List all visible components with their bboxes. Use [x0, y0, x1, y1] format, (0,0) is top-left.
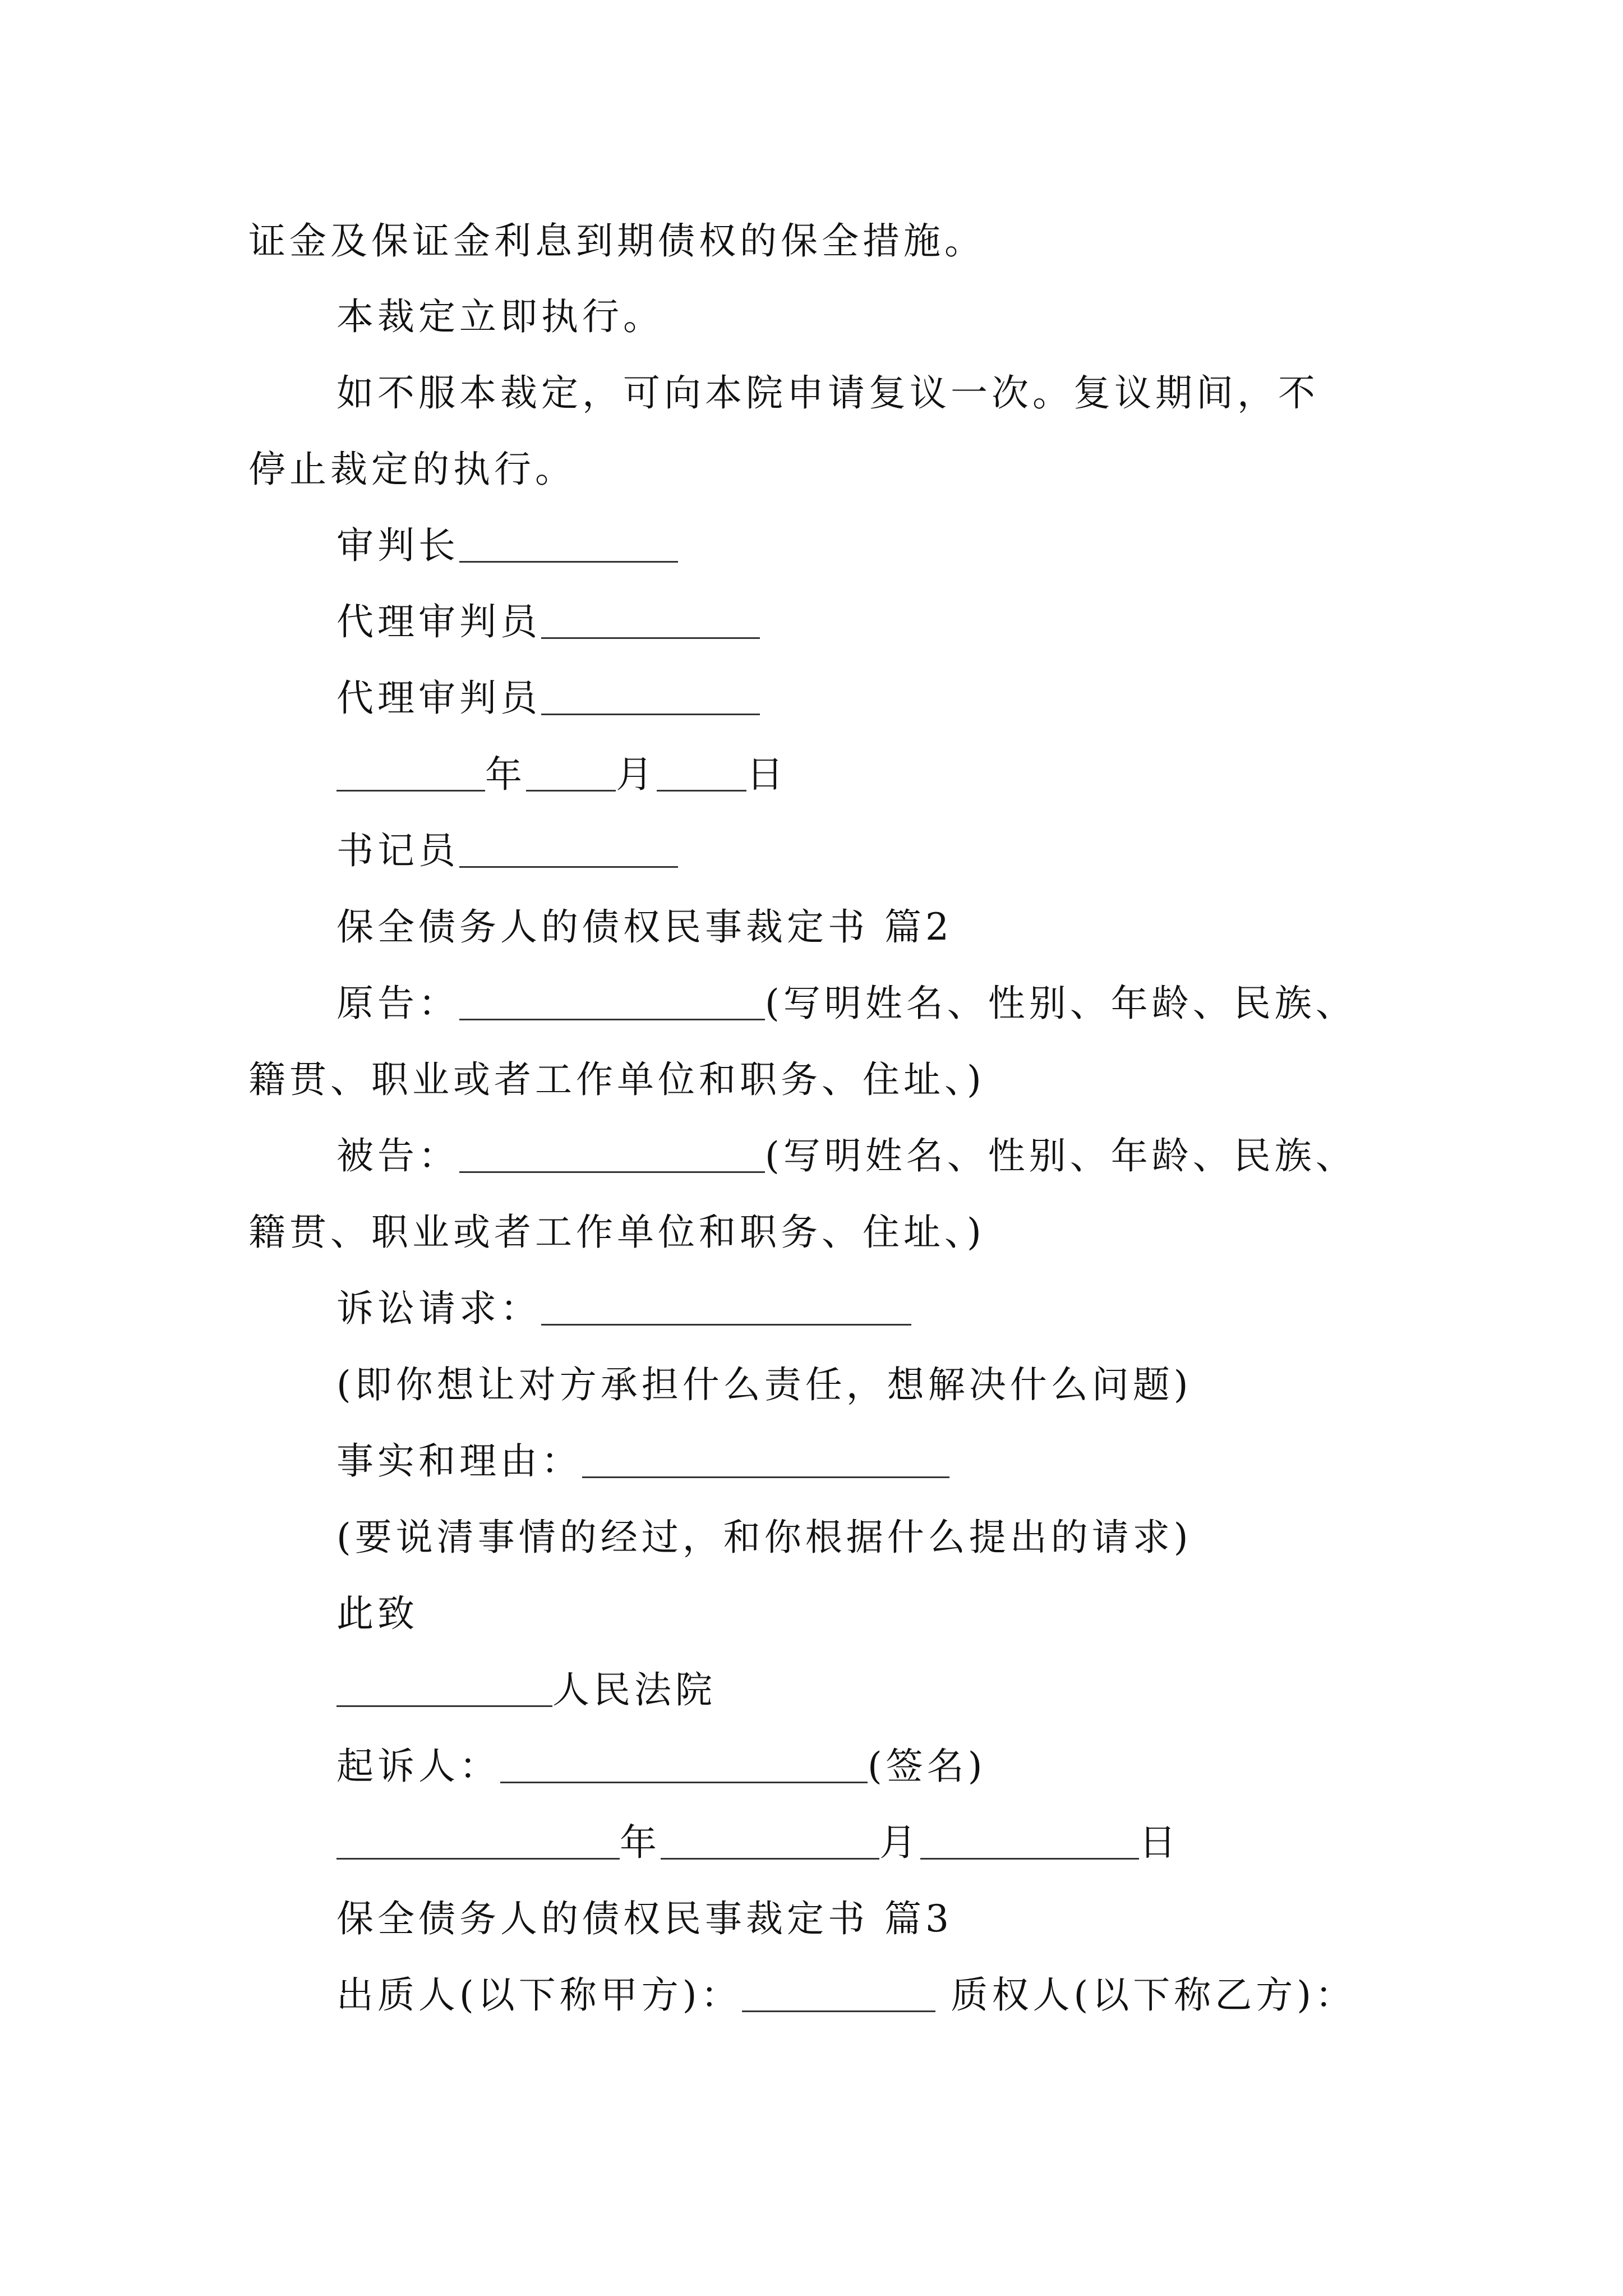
paragraph-line	[336, 1512, 1192, 1563]
blank-field	[742, 1975, 935, 2012]
text: 保全债务人的债权民事裁定书 篇2	[336, 905, 953, 949]
text: 籍贯、职业或者工作单位和职务、住址、)	[248, 1211, 985, 1254]
blank-field	[459, 983, 765, 1020]
month-label: 月	[616, 753, 657, 796]
text: (签名)	[868, 1745, 986, 1788]
text: 如不服本裁定，可向本院申请复议一次。复议期间，不	[336, 371, 1319, 415]
label: 出质人(以下称甲方)：	[336, 1973, 742, 2017]
blank-field	[541, 602, 760, 639]
paragraph-line	[248, 216, 985, 266]
section-heading	[336, 1894, 953, 1944]
court-line	[336, 1665, 716, 1715]
blank-field	[657, 754, 746, 792]
label: 代理审判员	[336, 677, 541, 720]
blank-field	[336, 1670, 552, 1707]
facts-line	[336, 1436, 949, 1487]
pledgor-line	[336, 1970, 1356, 2021]
blank-field	[500, 1746, 868, 1783]
signature-line-acting-judge-2	[336, 673, 760, 724]
text: (即你想让对方承担什么责任，想解决什么问题)	[336, 1363, 1192, 1406]
paragraph-line	[336, 368, 1319, 418]
paragraph-line	[336, 1360, 1192, 1410]
defendant-line	[336, 1131, 1357, 1181]
text: 人民法院	[552, 1668, 716, 1711]
blank-field	[582, 1441, 949, 1478]
text: (要说清事情的经过，和你根据什么提出的请求)	[336, 1516, 1192, 1559]
signature-line-chief-judge	[336, 521, 678, 571]
signature-line-acting-judge-1	[336, 597, 760, 647]
year-label: 年	[620, 1821, 661, 1864]
plaintiff-line	[336, 978, 1357, 1029]
paragraph-line	[336, 1589, 418, 1639]
month-label: 月	[879, 1821, 920, 1864]
claims-line	[336, 1283, 911, 1334]
blank-field	[541, 678, 760, 715]
label: 诉讼请求：	[336, 1287, 541, 1330]
blank-field	[661, 1823, 879, 1860]
text: (写明姓名、性别、年龄、民族、	[765, 1134, 1357, 1177]
blank-field	[459, 1136, 765, 1173]
paragraph-line	[248, 1207, 985, 1258]
text: 本裁定立即执行。	[336, 295, 664, 338]
text: 停止裁定的执行。	[248, 448, 576, 491]
date-line	[336, 1818, 1180, 1868]
label: 事实和理由：	[336, 1439, 582, 1483]
label: 质权人(以下称乙方)：	[935, 1973, 1356, 2017]
blank-field	[336, 754, 485, 792]
date-line	[336, 749, 787, 800]
text: 籍贯、职业或者工作单位和职务、住址、)	[248, 1058, 985, 1101]
text: (写明姓名、性别、年龄、民族、	[765, 982, 1357, 1025]
year-label: 年	[485, 753, 526, 796]
label: 书记员	[336, 829, 459, 872]
signature-line-clerk	[336, 826, 678, 876]
blank-field	[459, 831, 678, 868]
blank-field	[920, 1823, 1139, 1860]
label: 代理审判员	[336, 600, 541, 643]
label: 审判长	[336, 524, 459, 567]
day-label: 日	[746, 753, 787, 796]
text: 保全债务人的债权民事裁定书 篇3	[336, 1897, 953, 1940]
paragraph-line	[336, 292, 664, 342]
paragraph-line	[248, 444, 576, 495]
label: 起诉人：	[336, 1745, 500, 1788]
label: 原告：	[336, 982, 459, 1025]
blank-field	[336, 1823, 620, 1860]
blank-field	[541, 1289, 911, 1326]
text: 证金及保证金利息到期债权的保全措施。	[248, 219, 985, 263]
blank-field	[459, 526, 678, 563]
day-label: 日	[1139, 1821, 1180, 1864]
label: 被告：	[336, 1134, 459, 1177]
section-heading	[336, 902, 953, 953]
blank-field	[526, 754, 616, 792]
paragraph-line	[248, 1055, 985, 1105]
plaintiff-signature-line	[336, 1741, 986, 1792]
text: 此致	[336, 1592, 418, 1635]
